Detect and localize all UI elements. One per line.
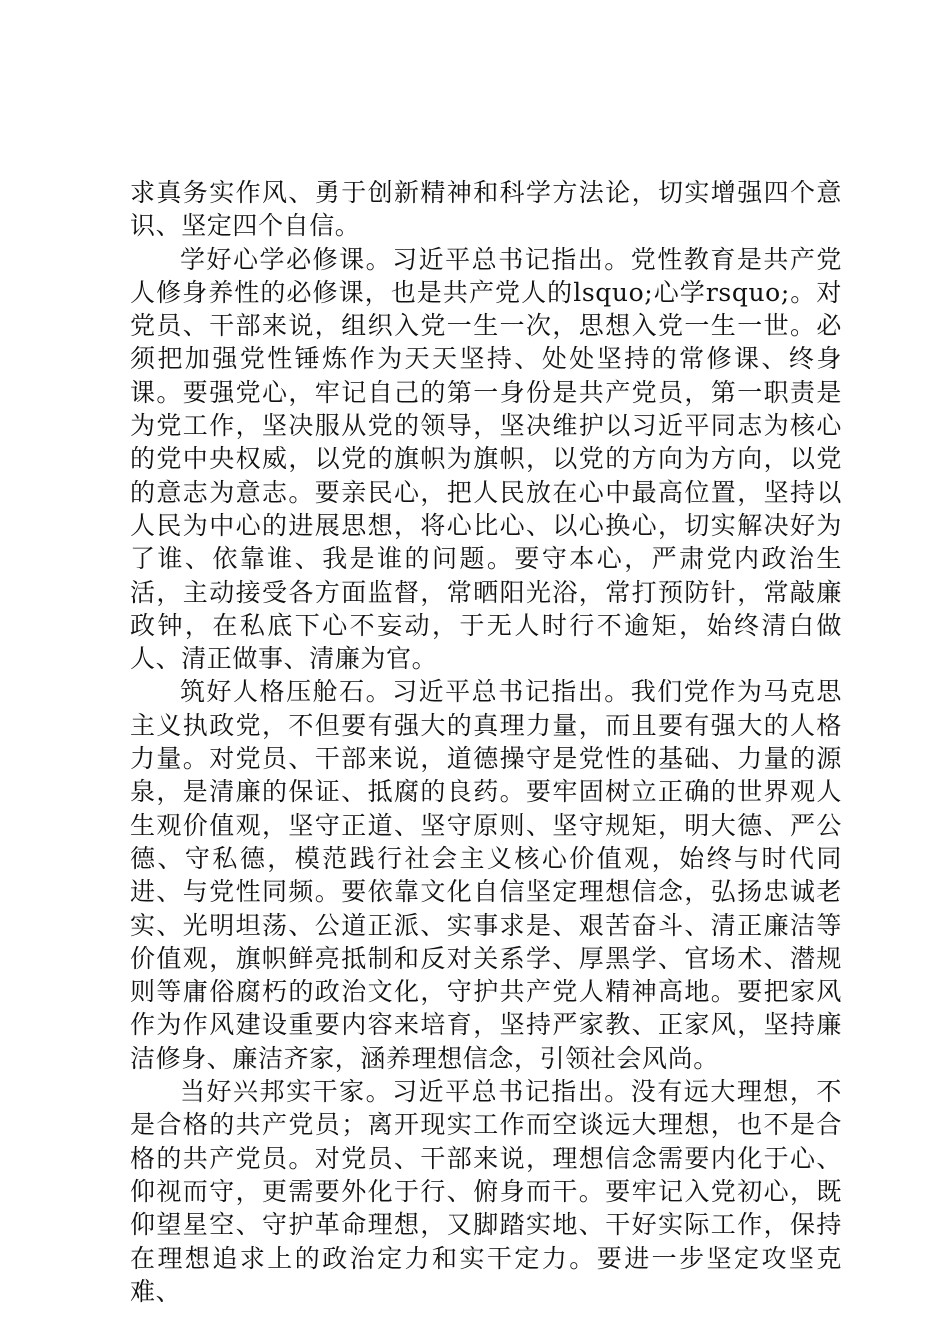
paragraph-continuation: 求真务实作风、勇于创新精神和科学方法论，切实增强四个意识、坚定四个自信。 xyxy=(130,178,842,241)
paragraph-build-character: 筑好人格压舱石。习近平总书记指出。我们党作为马克思主义执政党，不但要有强大的真理力量，而且要有强大的人格力量。对党员、干部来说，道德操守是党性的基础、力量的源泉，是清廉的保证、抵腐的良药。要牢固树立正确的世界观人生观价值观，坚守正道、坚守原则、坚守规矩，明大德、严公德、守私德，模范践行社会主义核心价值观，始终与时代同进、与党性同频。要依靠文化自信坚定理想信念，弘扬忠诚老实、光明坦荡、公道正派、实事求是、艰苦奋斗、清正廉洁等价值观，旗帜鲜亮抵制和反对关系学、厚黑学、官场术、潜规则等庸俗腐朽的政治文化，守护共产党人精神高地。要把家风作为作风建设重要内容来培育，坚持严家教、正家风，坚持廉洁修身、廉洁齐家，涵养理想信念，引领社会风尚。 xyxy=(130,677,842,1073)
paragraph-study-heart: 学好心学必修课。习近平总书记指出。党性教育是共产党人修身养性的必修课，也是共产党人的lsquo;心学rsquo;。对党员、干部来说，组织入党一生一次，思想入党一生一世。必须把加强党性锤炼作为天天坚持、处处坚持的常修课、终身课。要强党心，牢记自己的第一身份是共产党员，第一职责是为党工作，坚决服从党的领导，坚决维护以习近平同志为核心的党中央权威，以党的旗帜为旗帜，以党的方向为方向，以党的意志为意志。要亲民心，把人民放在心中最高位置，坚持以人民为中心的进展思想，将心比心、以心换心，切实解决好为了谁、依靠谁、我是谁的问题。要守本心，严肃党内政治生活，主动接受各方面监督，常晒阳光浴，常打预防针，常敲廉政钟，在私底下心不妄动，于无人时行不逾矩，始终清白做人、清正做事、清廉为官。 xyxy=(130,244,842,674)
paragraph-practical-work: 当好兴邦实干家。习近平总书记指出。没有远大理想，不是合格的共产党员；离开现实工作而空谈远大理想，也不是合格的共产党员。对党员、干部来说，理想信念需要内化于心、仰视而守，更需要外化于行、俯身而干。要牢记入党初心，既仰望星空、守护革命理想，又脚踏实地、干好实际工作，保持在理想追求上的政治定力和实干定力。要进一步坚定攻坚克难、 xyxy=(130,1077,842,1306)
body-text xyxy=(130,176,842,1308)
